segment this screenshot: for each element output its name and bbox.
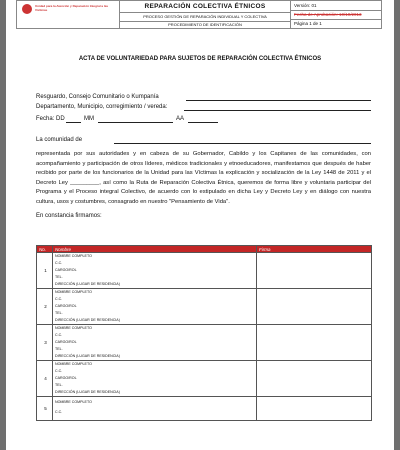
row-name-fields[interactable]: [53, 361, 257, 397]
field-label: C.C.: [55, 369, 63, 373]
field-label: NOMBRE COMPLETO: [55, 290, 92, 294]
header-process: PROCESO GESTIÓN DE REPARACIÓN INDIVIDUAL Y COLECTIVA: [120, 13, 290, 22]
paragraph-start: La comunidad de: [36, 137, 83, 143]
table-row: [37, 325, 372, 361]
document-header: [16, 0, 382, 29]
fecha-mm-line: [98, 122, 173, 123]
field-label: DIRECCIÓN (LUGAR DE RESIDENCIA): [55, 318, 120, 322]
row-number: 1: [37, 253, 53, 289]
field-label: TEL.: [55, 383, 63, 387]
field-label: DIRECCIÓN (LUGAR DE RESIDENCIA): [55, 354, 120, 358]
row-name-fields[interactable]: [53, 289, 257, 325]
row-signature[interactable]: [257, 325, 372, 361]
field-label: DIRECCIÓN (LUGAR DE RESIDENCIA): [55, 390, 120, 394]
row-number: 5: [37, 397, 53, 421]
field-label: CARGO/ROL: [55, 268, 77, 272]
row-number: 2: [37, 289, 53, 325]
row-name-fields[interactable]: [53, 253, 257, 289]
table-row: [37, 361, 372, 397]
field-label: CARGO/ROL: [55, 340, 77, 344]
row-signature[interactable]: [257, 361, 372, 397]
signature-table: [36, 245, 372, 421]
field-label: C.C.: [55, 261, 63, 265]
row-name-fields[interactable]: [53, 325, 257, 361]
comunidad-line: [114, 143, 371, 144]
field-label: C.C.: [55, 297, 63, 301]
field-label: NOMBRE COMPLETO: [55, 254, 92, 258]
field-fecha-aa: AA: [176, 116, 185, 122]
logo-text: Unidad para la Atención y Reparación Integral a las Víctimas: [35, 4, 109, 12]
seal-icon: [22, 4, 32, 14]
field-label: CARGO/ROL: [55, 376, 77, 380]
field-label: CARGO/ROL: [55, 304, 77, 308]
row-signature[interactable]: [257, 397, 372, 421]
header-version: Versión: 01: [294, 3, 317, 8]
row-number: 3: [37, 325, 53, 361]
header-procedure: PROCEDIMIENTO DE IDENTIFICACIÓN: [168, 22, 242, 27]
field-resguardo-label: Resguardo, Consejo Comunitario o Kumpanía: [36, 94, 159, 100]
paragraph-body: representada por sus autoridades y en cabeza de su Gobernador, Cabildo y los Capitanes de las comunidades, con acompañamiento y participación de otros líderes, médicos tradicionales y etnoeducadores, manifestamos que después de haber recibido por parte de los funcionarios de la Unidad para las Víctimas la explicación y socialización de la Ley 1448 de 2011 y el Decreto Ley _________, así como la Ruta de Reparación Colectiva Étnica, queremos de forma libre y voluntaria participar del Programa y el Proceso integral Colectivo, de acuerdo con lo estipulado en dicha Ley y Decreto Ley y en diálogo con nuestra cultura, usos y costumbres, consagrado en nuestro "Pensamiento de Vida".: [36, 151, 371, 205]
row-signature[interactable]: [257, 289, 372, 325]
field-label: NOMBRE COMPLETO: [55, 362, 92, 366]
fecha-dd-line: [66, 122, 81, 123]
field-label: TEL.: [55, 347, 63, 351]
field-resguardo-line: [186, 100, 371, 101]
document-page: [6, 0, 394, 450]
field-label: C.C.: [55, 410, 63, 414]
field-fecha-dd: Fecha: DD: [36, 116, 65, 122]
field-label: DIRECCIÓN (LUGAR DE RESIDENCIA): [55, 282, 120, 286]
field-label: NOMBRE COMPLETO: [55, 326, 92, 330]
field-fecha-mm: MM: [84, 116, 94, 122]
col-header-firma: Firma: [257, 246, 372, 253]
field-label: NOMBRE COMPLETO: [55, 400, 92, 404]
document-title: ACTA DE VOLUNTARIEDAD PARA SUJETOS DE REPARACIÓN COLECTIVA ÉTNICOS: [78, 56, 322, 62]
field-label: C.C.: [55, 333, 63, 337]
col-header-nombre: Nombre: [53, 246, 257, 253]
row-signature[interactable]: [257, 253, 372, 289]
constancia-text: En constancia firmamos:: [36, 213, 102, 219]
header-page: Página 1 de 1: [294, 21, 322, 26]
row-number: 4: [37, 361, 53, 397]
row-name-fields[interactable]: [53, 397, 257, 421]
header-date: Fecha de Aprobación: 10/10/2013: [294, 12, 362, 17]
field-departamento-line: [184, 110, 371, 111]
table-row: [37, 397, 372, 421]
col-header-no: No.: [37, 246, 53, 253]
field-label: TEL.: [55, 275, 63, 279]
field-label: TEL.: [55, 311, 63, 315]
logo: [17, 1, 120, 28]
header-title: REPARACIÓN COLECTIVA ÉTNICOS: [120, 1, 290, 13]
table-row: [37, 289, 372, 325]
field-departamento-label: Departamento, Municipio, corregimiento / vereda:: [36, 104, 168, 110]
table-row: [37, 253, 372, 289]
fecha-aa-line: [188, 122, 218, 123]
